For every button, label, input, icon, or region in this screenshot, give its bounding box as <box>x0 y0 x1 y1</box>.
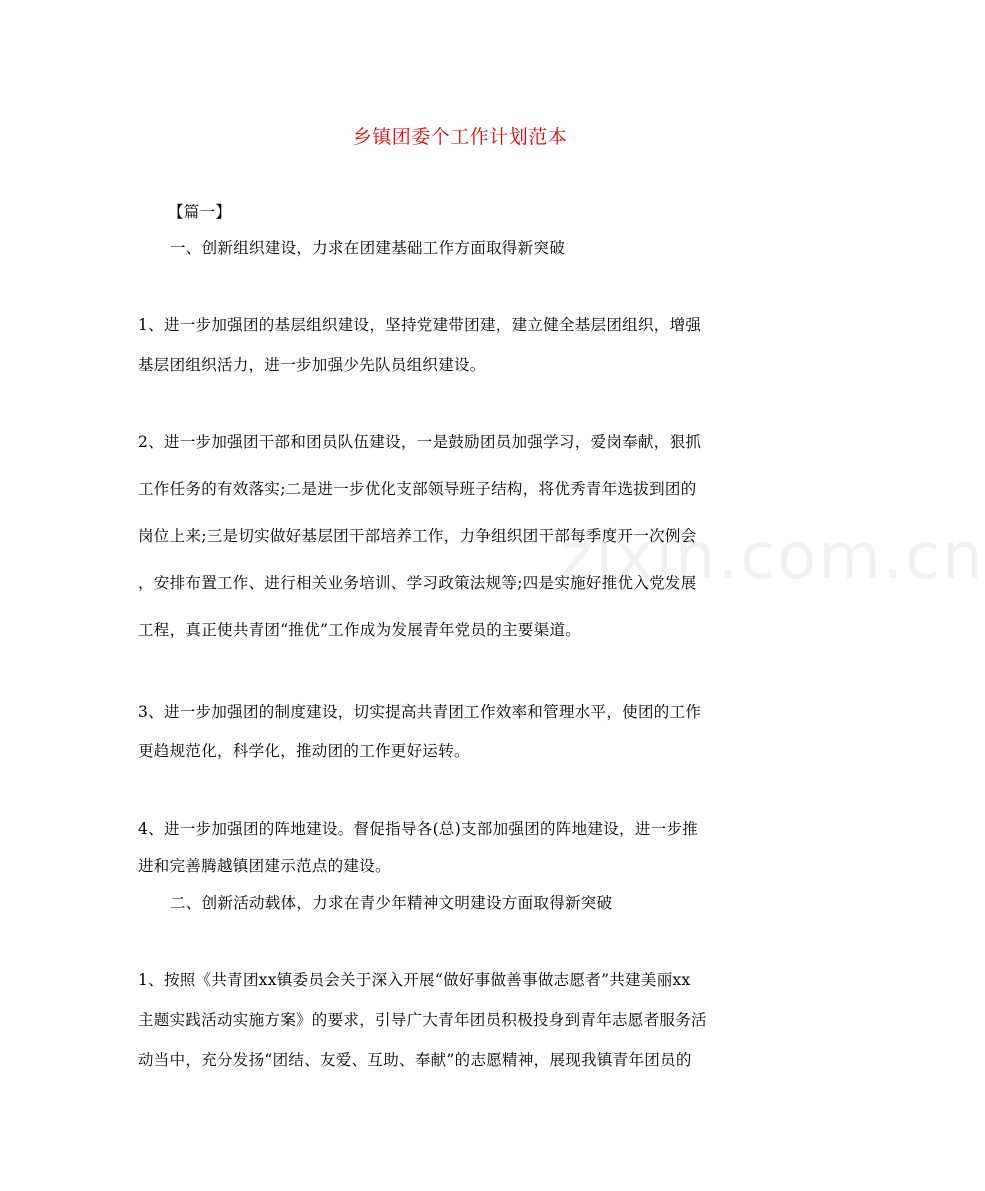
paragraph-line: 4、进一步加强团的阵地建设。督促指导各(总)支部加强团的阵地建设，进一步推 <box>138 820 699 838</box>
paragraph-line: 3、进一步加强团的制度建设，切实提高共青团工作效率和管理水平，使团的工作 <box>138 703 702 721</box>
paragraph-line: 动当中，充分发扬“团结、友爱、互助、奉献”的志愿精神，展现我镇青年团员的 <box>138 1051 692 1069</box>
section-label: 【篇一】 <box>168 203 232 221</box>
watermark: zixin.com.cn <box>560 520 985 594</box>
paragraph-line: 主题实践活动实施方案》的要求，引导广大青年团员积极投身到青年志愿者服务活 <box>138 1011 707 1029</box>
document-title: 乡镇团委个工作计划范本 <box>352 126 568 148</box>
paragraph-line: 工程，真正使共青团“推优”工作成为发展青年党员的主要渠道。 <box>138 621 582 639</box>
paragraph-line: 更趋规范化，科学化，推动团的工作更好运转。 <box>138 742 470 760</box>
paragraph-line: 1、进一步加强团的基层组织建设，坚持党建带团建，建立健全基层团组织，增强 <box>138 316 702 334</box>
paragraph-line: 1、按照《共青团xx镇委员会关于深入开展“做好事做善事做志愿者”共建美丽xx <box>138 971 691 989</box>
paragraph-line: 基层团组织活力，进一步加强少先队员组织建设。 <box>138 356 486 374</box>
paragraph-line: 工作任务的有效落实;二是进一步优化支部领导班子结构，将优秀青年选拔到团的 <box>138 480 697 498</box>
paragraph-line: ，安排布置工作、进行相关业务培训、学习政策法规等;四是实施好推优入党发展 <box>138 574 697 592</box>
paragraph-line: 进和完善腾越镇团建示范点的建设。 <box>138 857 391 875</box>
paragraph-line: 2、进一步加强团干部和团员队伍建设，一是鼓励团员加强学习，爱岗奉献，狠抓 <box>138 433 702 451</box>
paragraph-line: 岗位上来;三是切实做好基层团干部培养工作，力争组织团干部每季度开一次例会 <box>138 527 697 545</box>
heading-2: 二、创新活动载体，力求在青少年精神文明建设方面取得新突破 <box>170 894 613 912</box>
heading-1: 一、创新组织建设，力求在团建基础工作方面取得新突破 <box>170 239 566 257</box>
